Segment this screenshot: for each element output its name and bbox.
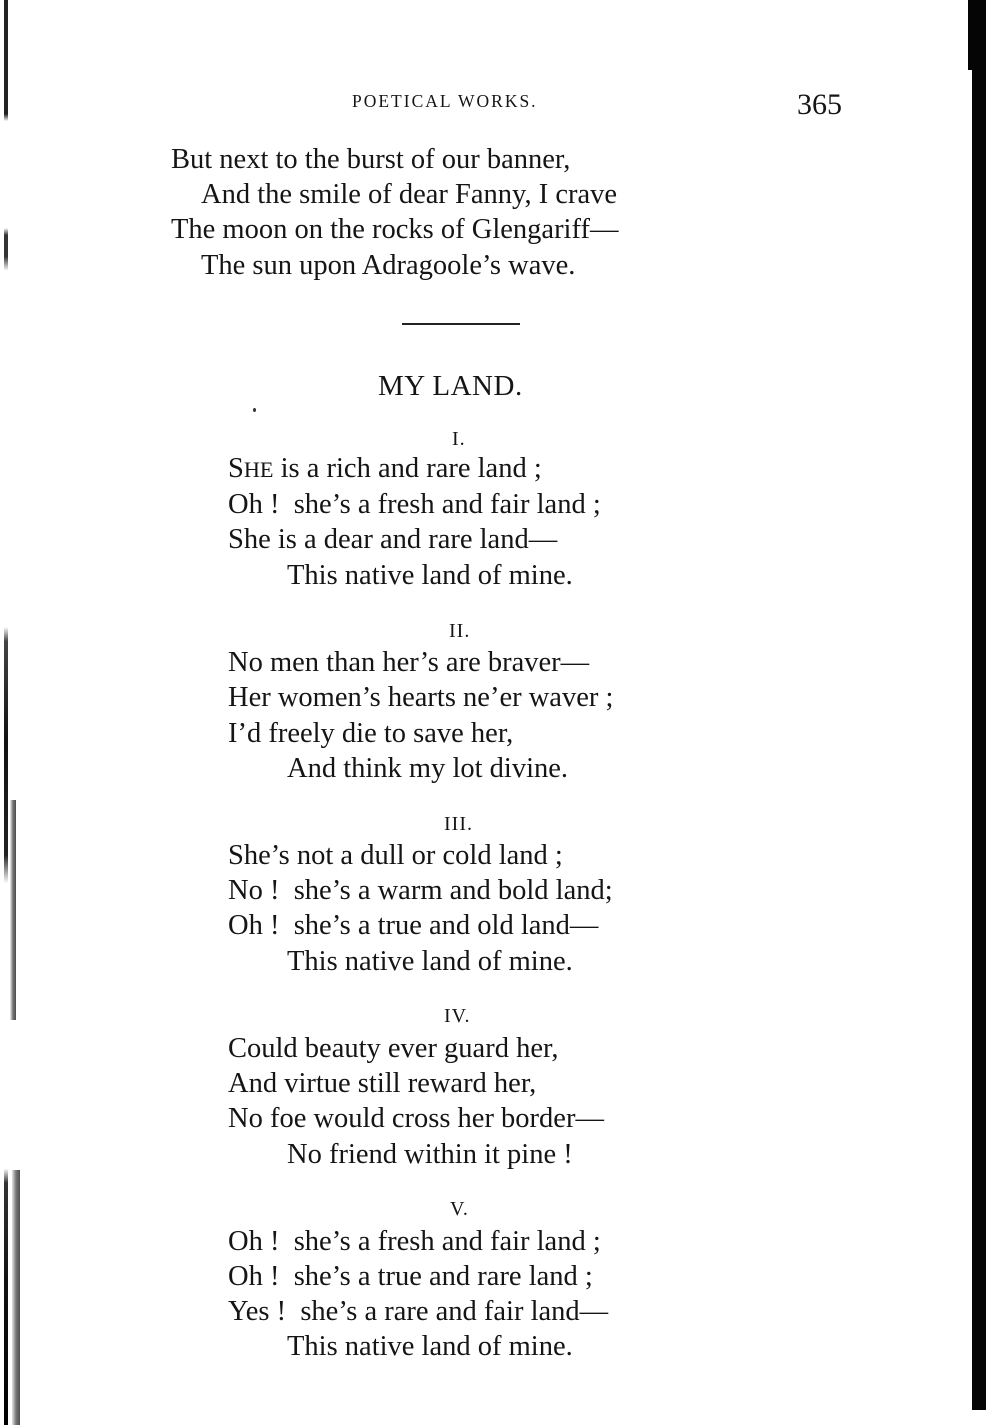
stanza-numeral: II. <box>449 620 471 642</box>
verse-line: No foe would cross her border— <box>228 1103 604 1134</box>
verse-line: And virtue still reward her, <box>228 1068 537 1099</box>
small-caps-word: HE <box>243 457 274 482</box>
stanza-numeral: III. <box>444 813 473 835</box>
verse-line: Her women’s hearts ne’er waver ; <box>228 682 614 713</box>
verse-line: No ! she’s a warm and bold land; <box>228 875 613 906</box>
verse-line <box>228 455 542 484</box>
verse-line: And think my lot divine. <box>287 753 569 784</box>
verse-line: The moon on the rocks of Glengariff— <box>171 214 619 245</box>
verse-line: Oh ! she’s a fresh and fair land ; <box>228 1226 601 1257</box>
verse-line: But next to the burst of our banner, <box>171 144 571 175</box>
verse-line: The sun upon Adragoole’s wave. <box>201 250 576 281</box>
verse-line: She is a dear and rare land— <box>228 524 558 555</box>
verse-line: This native land of mine. <box>287 1331 573 1362</box>
running-header: POETICAL WORKS. <box>352 91 538 111</box>
stanza-numeral: IV. <box>444 1005 471 1027</box>
scan-edge-left <box>4 0 8 1425</box>
stanza-numeral: V. <box>450 1198 469 1220</box>
stanza-numeral: I. <box>452 428 466 450</box>
scan-edge-shadow <box>10 800 16 1020</box>
ink-speck <box>253 408 256 412</box>
verse-line: I’d freely die to save her, <box>228 718 514 749</box>
verse-line: Could beauty ever guard her, <box>228 1033 559 1064</box>
scan-edge-shadow <box>12 1170 20 1425</box>
verse-line: No friend within it pine ! <box>287 1139 573 1170</box>
page-number: 365 <box>797 88 842 121</box>
poem-title: MY LAND. <box>378 370 523 402</box>
verse-line: Oh ! she’s a true and rare land ; <box>228 1261 593 1292</box>
verse-line: She’s not a dull or cold land ; <box>228 840 563 871</box>
section-divider <box>402 323 520 325</box>
scan-edge-right <box>972 0 986 1410</box>
verse-line-rest: is a rich and rare land ; <box>273 453 542 484</box>
verse-line: And the smile of dear Fanny, I crave <box>201 179 618 210</box>
verse-line: No men than her’s are braver— <box>228 647 590 678</box>
verse-line: Oh ! she’s a true and old land— <box>228 910 599 941</box>
verse-line: This native land of mine. <box>287 946 573 977</box>
verse-line: Yes ! she’s a rare and fair land— <box>228 1296 609 1327</box>
drop-cap: S <box>228 453 244 484</box>
verse-line: Oh ! she’s a fresh and fair land ; <box>228 489 601 520</box>
verse-line: This native land of mine. <box>287 560 573 591</box>
